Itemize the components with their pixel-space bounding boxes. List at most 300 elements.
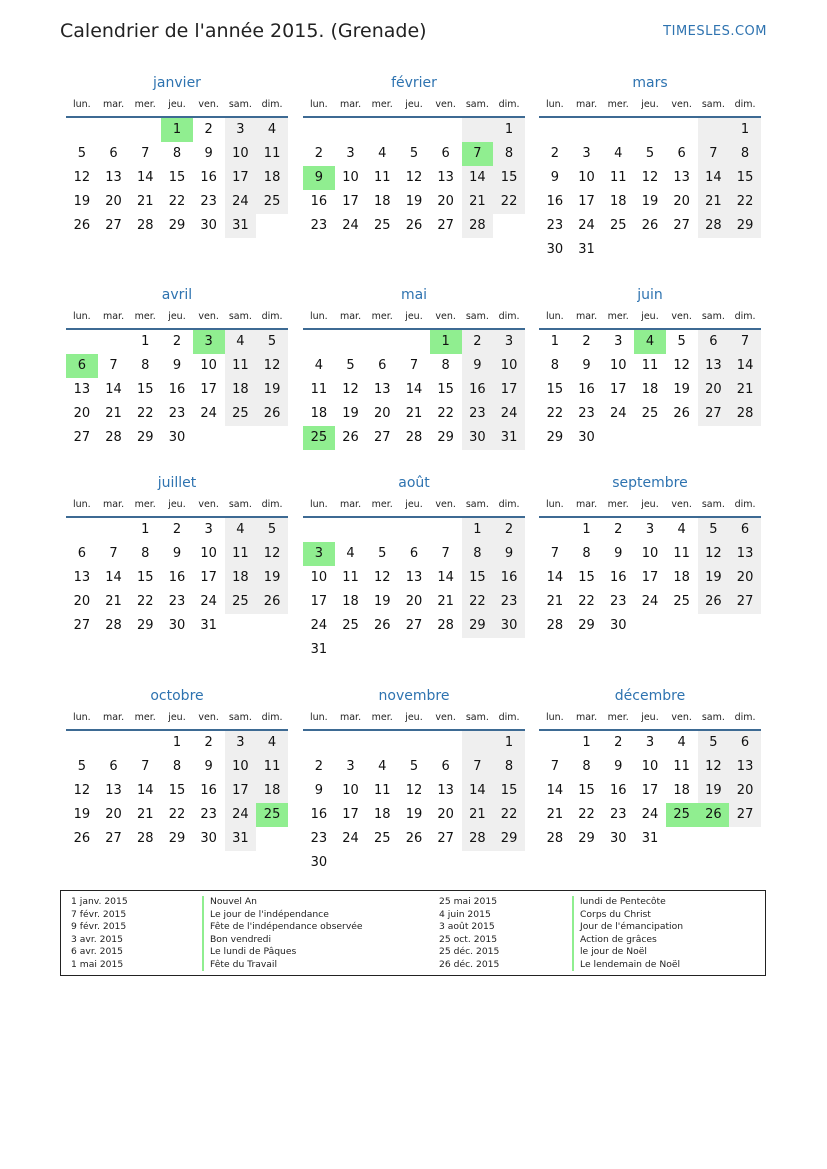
day-cell: 13 bbox=[405, 570, 423, 585]
day-cell: 23 bbox=[609, 594, 627, 609]
day-cell: 12 bbox=[405, 783, 423, 798]
empty-day-cell bbox=[366, 851, 398, 875]
day-cell: 28 bbox=[546, 618, 564, 633]
day-cell: 21 bbox=[105, 594, 122, 609]
day-cell: 5 bbox=[698, 518, 730, 542]
empty-day-cell bbox=[539, 731, 571, 755]
day-cell: 5 bbox=[346, 358, 355, 373]
day-cell: 28 bbox=[462, 827, 494, 851]
day-cell: 9 bbox=[614, 546, 623, 561]
legend-names-left bbox=[202, 896, 363, 971]
week-row bbox=[539, 779, 761, 803]
week-row bbox=[66, 426, 288, 450]
day-cell: 3 bbox=[645, 735, 655, 750]
weekday-label: lun. bbox=[310, 499, 328, 510]
week-row bbox=[66, 118, 288, 142]
day-cell: 29 bbox=[136, 430, 154, 445]
day-cell: 10 bbox=[493, 354, 525, 378]
empty-day-cell bbox=[129, 731, 161, 755]
empty-day-cell bbox=[462, 118, 494, 142]
day-cell: 20 bbox=[105, 194, 122, 209]
day-cell: 11 bbox=[225, 542, 257, 566]
month-name: février bbox=[391, 75, 437, 91]
week-row bbox=[303, 118, 525, 142]
day-cell: 3 bbox=[303, 542, 335, 566]
day-cell: 22 bbox=[136, 406, 154, 421]
day-cell: 15 bbox=[437, 382, 454, 397]
empty-day-cell bbox=[634, 118, 666, 142]
day-cell: 21 bbox=[437, 594, 454, 609]
weekday-label: jeu. bbox=[641, 712, 659, 723]
week-row bbox=[303, 638, 525, 662]
day-cell: 8 bbox=[141, 546, 150, 561]
day-cell: 31 bbox=[578, 242, 595, 257]
day-cell: 24 bbox=[342, 831, 359, 846]
empty-day-cell bbox=[98, 731, 130, 755]
day-cell: 12 bbox=[73, 170, 91, 185]
day-cell: 30 bbox=[578, 430, 595, 445]
weekday-label: dim. bbox=[498, 99, 520, 110]
month-12 bbox=[539, 685, 761, 851]
day-cell: 12 bbox=[641, 170, 659, 185]
day-cell: 6 bbox=[109, 759, 118, 774]
day-cell: 2 bbox=[550, 146, 559, 161]
day-cell: 18 bbox=[673, 783, 690, 798]
day-cell: 6 bbox=[441, 759, 450, 774]
day-cell: 27 bbox=[405, 618, 423, 633]
day-cell: 24 bbox=[225, 803, 257, 827]
day-cell: 29 bbox=[546, 430, 564, 445]
day-cell: 10 bbox=[641, 546, 659, 561]
day-cell: 16 bbox=[493, 566, 525, 590]
day-cell: 18 bbox=[225, 566, 257, 590]
day-cell: 2 bbox=[614, 522, 623, 537]
empty-day-cell bbox=[335, 638, 367, 662]
empty-day-cell bbox=[98, 518, 130, 542]
empty-day-cell bbox=[462, 638, 494, 662]
day-cell: 18 bbox=[673, 570, 690, 585]
empty-day-cell bbox=[256, 827, 288, 851]
day-cell: 30 bbox=[493, 614, 525, 638]
empty-day-cell bbox=[225, 614, 257, 638]
empty-day-cell bbox=[698, 827, 730, 851]
day-cell: 18 bbox=[342, 594, 359, 609]
weekday-label: dim. bbox=[261, 99, 283, 110]
legend-date: 3 avr. 2015 bbox=[71, 933, 123, 945]
day-cell: 2 bbox=[172, 334, 182, 349]
week-row bbox=[303, 190, 525, 214]
day-cell: 24 bbox=[641, 807, 659, 822]
weekday-header bbox=[539, 494, 761, 518]
empty-day-cell bbox=[398, 518, 430, 542]
weekday-label: mar. bbox=[575, 99, 598, 110]
day-cell: 25 bbox=[256, 190, 288, 214]
empty-day-cell bbox=[729, 238, 761, 262]
day-cell: 27 bbox=[729, 803, 761, 827]
weekday-label: sam. bbox=[228, 499, 252, 510]
weekday-label: mar. bbox=[339, 712, 362, 723]
empty-day-cell bbox=[698, 426, 730, 450]
day-cell: 25 bbox=[666, 803, 698, 827]
day-cell: 19 bbox=[73, 194, 91, 209]
day-cell: 4 bbox=[378, 146, 387, 161]
empty-day-cell bbox=[571, 118, 603, 142]
day-cell: 28 bbox=[136, 831, 154, 846]
day-cell: 29 bbox=[578, 618, 595, 633]
empty-day-cell bbox=[303, 731, 335, 755]
weekday-label: sam. bbox=[701, 712, 725, 723]
day-cell: 26 bbox=[373, 618, 391, 633]
day-cell: 19 bbox=[673, 382, 690, 397]
day-cell: 23 bbox=[546, 218, 564, 233]
day-cell: 10 bbox=[342, 170, 359, 185]
day-cell: 16 bbox=[200, 783, 217, 798]
weekday-label: mer. bbox=[371, 99, 393, 110]
day-cell: 27 bbox=[729, 590, 761, 614]
day-cell: 1 bbox=[141, 334, 150, 349]
weekday-header bbox=[303, 306, 525, 330]
day-cell: 11 bbox=[373, 783, 391, 798]
brand-link[interactable]: TIMESLES.COM bbox=[663, 24, 767, 39]
day-cell: 22 bbox=[462, 590, 494, 614]
empty-day-cell bbox=[430, 518, 462, 542]
page-title: Calendrier de l'année 2015. (Grenade) bbox=[60, 20, 427, 42]
day-cell: 24 bbox=[200, 594, 217, 609]
weekday-label: dim. bbox=[498, 712, 520, 723]
week-row bbox=[66, 142, 288, 166]
day-cell: 9 bbox=[172, 358, 182, 373]
day-cell: 2 bbox=[204, 122, 213, 137]
day-cell: 26 bbox=[698, 590, 730, 614]
day-cell: 14 bbox=[546, 783, 564, 798]
day-cell: 13 bbox=[729, 755, 761, 779]
day-cell: 23 bbox=[493, 590, 525, 614]
legend-date: 9 févr. 2015 bbox=[71, 921, 127, 932]
weekday-label: lun. bbox=[73, 99, 91, 110]
day-cell: 14 bbox=[136, 170, 154, 185]
week-row bbox=[539, 827, 761, 851]
empty-day-cell bbox=[98, 330, 130, 354]
day-cell: 26 bbox=[698, 803, 730, 827]
holiday-legend bbox=[60, 890, 766, 976]
day-cell: 20 bbox=[105, 807, 122, 822]
empty-day-cell bbox=[698, 614, 730, 638]
legend-date: 6 avr. 2015 bbox=[71, 946, 123, 957]
empty-day-cell bbox=[430, 118, 462, 142]
weekday-header bbox=[66, 494, 288, 518]
weekday-label: sam. bbox=[701, 499, 725, 510]
week-row bbox=[303, 426, 525, 450]
weekday-label: sam. bbox=[701, 311, 725, 322]
month-name: septembre bbox=[612, 475, 688, 491]
week-row bbox=[539, 238, 761, 262]
day-cell: 21 bbox=[136, 807, 154, 822]
empty-day-cell bbox=[366, 518, 398, 542]
day-cell: 14 bbox=[105, 570, 122, 585]
weekday-label: mer. bbox=[134, 712, 156, 723]
empty-day-cell bbox=[398, 731, 430, 755]
week-row bbox=[539, 378, 761, 402]
week-row bbox=[539, 354, 761, 378]
day-cell: 29 bbox=[168, 831, 186, 846]
day-cell: 21 bbox=[105, 406, 122, 421]
day-cell: 3 bbox=[225, 731, 257, 755]
empty-day-cell bbox=[602, 426, 634, 450]
day-cell: 19 bbox=[698, 779, 730, 803]
month-name: mai bbox=[400, 287, 428, 303]
day-cell: 4 bbox=[314, 358, 323, 373]
day-cell: 10 bbox=[578, 170, 595, 185]
day-cell: 18 bbox=[256, 166, 288, 190]
day-cell: 15 bbox=[578, 570, 595, 585]
day-cell: 1 bbox=[161, 118, 193, 142]
day-cell: 16 bbox=[200, 170, 217, 185]
weekday-label: jeu. bbox=[168, 311, 186, 322]
legend-holiday-name: Le lendemain de Noël bbox=[572, 959, 683, 972]
day-cell: 3 bbox=[582, 146, 591, 161]
day-cell: 14 bbox=[462, 166, 494, 190]
day-cell: 21 bbox=[462, 803, 494, 827]
day-cell: 30 bbox=[609, 618, 627, 633]
week-row bbox=[66, 803, 288, 827]
day-cell: 5 bbox=[77, 759, 86, 774]
day-cell: 16 bbox=[546, 194, 564, 209]
day-cell: 28 bbox=[405, 430, 423, 445]
day-cell: 13 bbox=[73, 382, 91, 397]
day-cell: 8 bbox=[493, 142, 525, 166]
day-cell: 20 bbox=[729, 779, 761, 803]
day-cell: 29 bbox=[462, 614, 494, 638]
day-cell: 12 bbox=[256, 354, 288, 378]
day-cell: 10 bbox=[310, 570, 328, 585]
week-row bbox=[66, 827, 288, 851]
empty-day-cell bbox=[729, 614, 761, 638]
empty-day-cell bbox=[366, 731, 398, 755]
month-4 bbox=[66, 284, 288, 450]
day-cell: 1 bbox=[430, 330, 462, 354]
day-cell: 12 bbox=[698, 755, 730, 779]
weekday-label: jeu. bbox=[168, 99, 186, 110]
day-cell: 31 bbox=[493, 426, 525, 450]
day-cell: 19 bbox=[256, 378, 288, 402]
day-cell: 28 bbox=[437, 618, 454, 633]
week-row bbox=[539, 426, 761, 450]
day-cell: 15 bbox=[168, 783, 186, 798]
day-cell: 16 bbox=[609, 783, 627, 798]
week-row bbox=[66, 542, 288, 566]
day-cell: 5 bbox=[256, 330, 288, 354]
week-row bbox=[539, 190, 761, 214]
day-cell: 18 bbox=[225, 378, 257, 402]
day-cell: 25 bbox=[225, 402, 257, 426]
day-cell: 9 bbox=[462, 354, 494, 378]
empty-day-cell bbox=[698, 238, 730, 262]
legend-date: 7 févr. 2015 bbox=[71, 908, 127, 920]
weekday-label: lun. bbox=[546, 712, 564, 723]
day-cell: 19 bbox=[342, 406, 359, 421]
week-row bbox=[539, 542, 761, 566]
week-row bbox=[303, 827, 525, 851]
empty-day-cell bbox=[462, 851, 494, 875]
week-row bbox=[303, 518, 525, 542]
day-cell: 7 bbox=[462, 142, 494, 166]
day-cell: 12 bbox=[698, 542, 730, 566]
legend-dates-right bbox=[439, 896, 499, 971]
weekday-label: mar. bbox=[102, 712, 125, 723]
day-cell: 10 bbox=[225, 755, 257, 779]
empty-day-cell bbox=[539, 118, 571, 142]
day-cell: 22 bbox=[578, 594, 595, 609]
weekday-label: ven. bbox=[198, 311, 219, 322]
day-cell: 15 bbox=[493, 779, 525, 803]
day-cell: 14 bbox=[405, 382, 423, 397]
day-cell: 13 bbox=[698, 354, 730, 378]
day-cell: 31 bbox=[225, 827, 257, 851]
day-cell: 17 bbox=[225, 779, 257, 803]
empty-day-cell bbox=[493, 851, 525, 875]
day-cell: 30 bbox=[168, 618, 186, 633]
day-cell: 22 bbox=[578, 807, 595, 822]
day-cell: 4 bbox=[614, 146, 623, 161]
day-cell: 1 bbox=[172, 735, 182, 750]
weekday-header bbox=[539, 306, 761, 330]
weekday-label: dim. bbox=[261, 499, 283, 510]
day-cell: 20 bbox=[698, 378, 730, 402]
day-cell: 22 bbox=[136, 594, 154, 609]
weekday-label: dim. bbox=[734, 712, 756, 723]
day-cell: 5 bbox=[256, 518, 288, 542]
weekday-label: mer. bbox=[371, 311, 393, 322]
day-cell: 14 bbox=[105, 382, 122, 397]
day-cell: 12 bbox=[256, 542, 288, 566]
empty-day-cell bbox=[634, 614, 666, 638]
empty-day-cell bbox=[493, 638, 525, 662]
weekday-label: jeu. bbox=[168, 712, 186, 723]
day-cell: 17 bbox=[578, 194, 595, 209]
day-cell: 24 bbox=[310, 618, 328, 633]
empty-day-cell bbox=[666, 118, 698, 142]
day-cell: 20 bbox=[437, 807, 454, 822]
day-cell: 27 bbox=[105, 218, 122, 233]
day-cell: 8 bbox=[582, 759, 591, 774]
day-cell: 12 bbox=[673, 358, 690, 373]
day-cell: 6 bbox=[66, 354, 98, 378]
weekday-label: mar. bbox=[339, 99, 362, 110]
month-name: octobre bbox=[150, 688, 204, 704]
weekday-label: dim. bbox=[498, 311, 520, 322]
weekday-label: mar. bbox=[339, 311, 362, 322]
day-cell: 23 bbox=[578, 406, 595, 421]
day-cell: 25 bbox=[673, 594, 690, 609]
month-name: juin bbox=[637, 287, 663, 303]
week-row bbox=[66, 190, 288, 214]
empty-day-cell bbox=[539, 518, 571, 542]
empty-day-cell bbox=[335, 330, 367, 354]
week-row bbox=[66, 214, 288, 238]
day-cell: 6 bbox=[441, 146, 450, 161]
day-cell: 23 bbox=[168, 406, 186, 421]
day-cell: 26 bbox=[405, 831, 423, 846]
empty-day-cell bbox=[666, 614, 698, 638]
day-cell: 22 bbox=[546, 406, 564, 421]
day-cell: 10 bbox=[609, 358, 627, 373]
day-cell: 26 bbox=[256, 590, 288, 614]
day-cell: 2 bbox=[314, 146, 323, 161]
day-cell: 28 bbox=[136, 218, 154, 233]
day-cell: 24 bbox=[641, 594, 659, 609]
day-cell: 2 bbox=[582, 334, 591, 349]
day-cell: 6 bbox=[677, 146, 686, 161]
day-cell: 11 bbox=[641, 358, 659, 373]
day-cell: 7 bbox=[550, 759, 559, 774]
day-cell: 29 bbox=[493, 827, 525, 851]
empty-day-cell bbox=[602, 238, 634, 262]
day-cell: 1 bbox=[493, 118, 525, 142]
legend-date: 26 déc. 2015 bbox=[439, 958, 500, 970]
empty-day-cell bbox=[193, 426, 225, 450]
day-cell: 30 bbox=[168, 430, 186, 445]
day-cell: 31 bbox=[641, 831, 659, 846]
weekday-label: lun. bbox=[546, 499, 564, 510]
day-cell: 3 bbox=[346, 759, 355, 774]
weekday-label: ven. bbox=[198, 499, 219, 510]
day-cell: 20 bbox=[729, 566, 761, 590]
day-cell: 26 bbox=[673, 406, 690, 421]
empty-day-cell bbox=[729, 426, 761, 450]
weekday-label: mer. bbox=[607, 99, 629, 110]
day-cell: 29 bbox=[136, 618, 154, 633]
day-cell: 9 bbox=[172, 546, 182, 561]
day-cell: 19 bbox=[73, 807, 91, 822]
day-cell: 1 bbox=[141, 522, 150, 537]
week-row bbox=[66, 354, 288, 378]
day-cell: 30 bbox=[310, 855, 328, 870]
day-cell: 9 bbox=[204, 759, 213, 774]
day-cell: 29 bbox=[168, 218, 186, 233]
day-cell: 22 bbox=[168, 807, 186, 822]
day-cell: 13 bbox=[73, 570, 91, 585]
day-cell: 8 bbox=[441, 358, 450, 373]
day-cell: 25 bbox=[256, 803, 288, 827]
day-cell: 26 bbox=[73, 831, 91, 846]
day-cell: 26 bbox=[73, 218, 91, 233]
day-cell: 17 bbox=[225, 166, 257, 190]
day-cell: 13 bbox=[105, 783, 122, 798]
empty-day-cell bbox=[666, 238, 698, 262]
empty-day-cell bbox=[335, 118, 367, 142]
day-cell: 15 bbox=[729, 166, 761, 190]
day-cell: 9 bbox=[204, 146, 213, 161]
day-cell: 2 bbox=[462, 330, 494, 354]
day-cell: 19 bbox=[641, 194, 659, 209]
day-cell: 2 bbox=[204, 735, 213, 750]
empty-day-cell bbox=[398, 851, 430, 875]
week-row bbox=[66, 590, 288, 614]
day-cell: 1 bbox=[582, 735, 591, 750]
day-cell: 16 bbox=[310, 807, 328, 822]
day-cell: 5 bbox=[409, 759, 419, 774]
day-cell: 1 bbox=[550, 334, 559, 349]
empty-day-cell bbox=[602, 118, 634, 142]
day-cell: 13 bbox=[373, 382, 391, 397]
legend-dates-left bbox=[71, 896, 128, 971]
month-name: janvier bbox=[153, 75, 201, 91]
weekday-label: sam. bbox=[701, 99, 725, 110]
day-cell: 30 bbox=[200, 831, 217, 846]
day-cell: 12 bbox=[373, 570, 391, 585]
weekday-label: mer. bbox=[134, 99, 156, 110]
day-cell: 11 bbox=[342, 570, 359, 585]
